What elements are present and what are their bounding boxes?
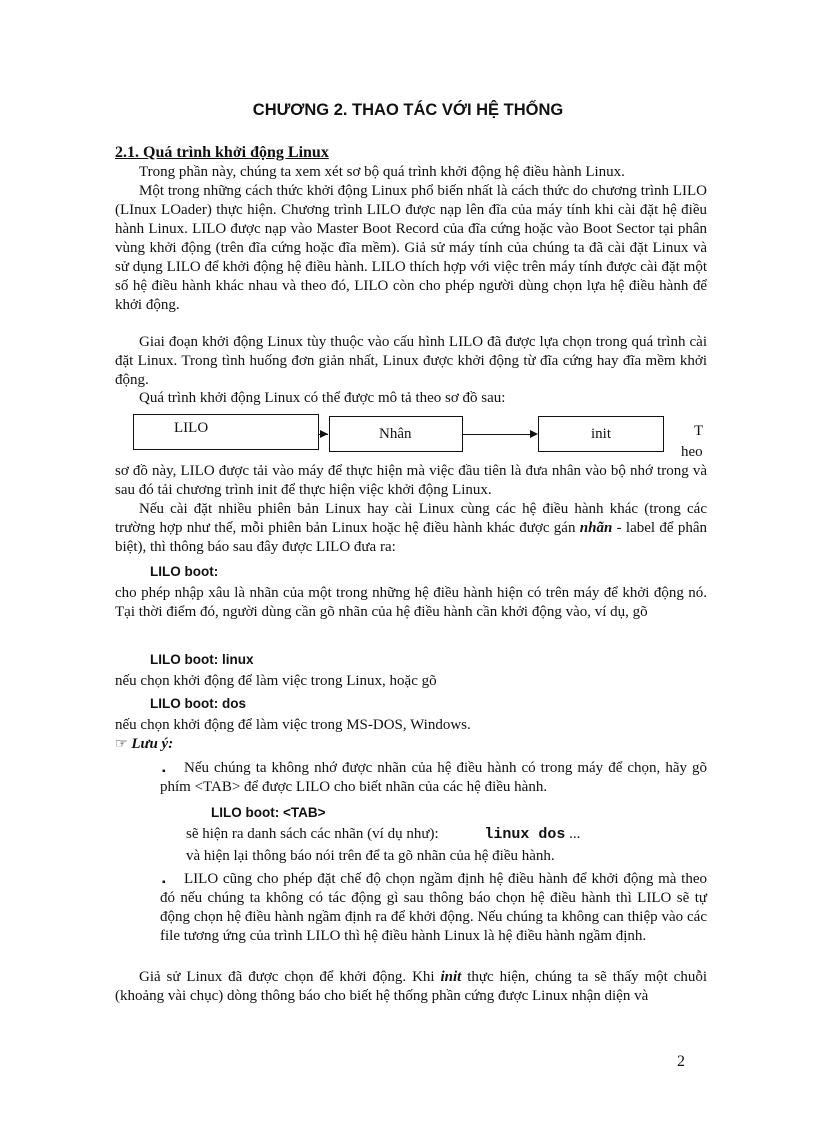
label-list-line: sẽ hiện ra danh sách các nhãn (ví dụ như): linux dos ... [186,826,581,843]
diagram-box-label: Nhân [379,426,412,442]
note-label: Lưu ý: [131,736,174,752]
paragraph-multiboot: Nếu cài đặt nhiều phiên bản Linux hay cài Linux cùng các hệ điều hành khác (trong các trường hợp như thế, mỗi phiên bản Linux hoặc hệ điều hành khác được gán nhãn - label để phân biệt), thì thông báo sau đây được LILO đưa ra: [115,501,707,555]
paragraph-choose-dos: nếu chọn khởi động để làm việc trong MS-DOS, Windows. [115,717,471,733]
arrow-head-icon [530,430,538,438]
command-lilo-tab: LILO boot: <TAB> [211,805,326,820]
command-lilo-boot: LILO boot: [150,564,219,579]
note-heading [115,735,173,754]
diagram-box-lilo [133,414,319,450]
diagram-box-label: init [591,426,612,442]
paragraph-choose-linux: nếu chọn khởi động để làm việc trong Linux, hoặc gõ [115,673,437,689]
diagram-box-init [538,416,664,452]
section-title: 2.1. Quá trình khởi động Linux [115,144,329,161]
paragraph-lilo-overview: Một trong những cách thức khởi động Linux phổ biến nhất là cách thức do chương trình LILO (LInux LOader) thực hiện. Chương trình LILO được nạp lên đĩa của máy tính khi cài đặt hệ điều hành Linux. LILO được nạp vào Master Boot Record của đĩa cứng hoặc vào Boot Sector tại phân vùng khởi động (trên đĩa cứng hoặc đĩa mềm). Giả sử máy tính của chúng ta đã cài đặt Linux và sử dụng LILO để khởi động hệ điều hành. LILO thích hợp với việc trên máy tính được cài đặt một số hệ điều hành khác nhau và theo đó, LILO còn cho phép người dùng chọn lựa hệ điều hành để khởi động. [115,183,707,313]
arrow-head-icon [320,430,328,438]
diagram-arrow-2 [463,434,531,435]
label-list-line-2: và hiện lại thông báo nói trên để ta gõ nhãn của hệ điều hành. [186,848,555,864]
paragraph-intro: Trong phần này, chúng ta xem xét sơ bộ quá trình khởi động hệ điều hành Linux. [139,164,625,180]
label-list-example: linux dos [484,826,566,843]
bullet-item-tab-hint: Nếu chúng ta không nhớ được nhãn của hệ điều hành có trong máy để chọn, hãy gõ phím <TAB> để được LILO cho biết nhãn của các hệ điều hành. [160,760,707,795]
diagram-box-nhan [329,416,463,452]
page-number: 2 [677,1053,685,1070]
diagram-side-text: heo [681,444,703,460]
chapter-title: CHƯƠNG 2. THAO TÁC VỚI HỆ THỐNG [252,101,564,119]
command-lilo-dos: LILO boot: dos [150,696,246,711]
bullet-square-icon: ▪ [162,877,166,888]
command-lilo-linux: LILO boot: linux [150,652,254,667]
paragraph-diagram-explain: sơ đồ này, LILO được tải vào máy để thực hiện mà việc đầu tiên là đưa nhân vào bộ nhớ trong và sau đó tải chương trình init để thực hiện việc khởi động Linux. [115,463,707,498]
bullet-square-icon: ▪ [162,766,166,777]
bullet-item-default-os: LILO cũng cho phép đặt chế độ chọn ngầm định hệ điều hành để khởi động mà theo đó nếu chúng ta không có tác động gì sau thông báo chọn hệ điều hành thì LILO sẽ tự động chọn hệ điều hành ngầm định ra để khởi động. Nếu chúng ta không can thiệp vào các file tương ứng của trình LILO thì hệ điều hành Linux là hệ điều hành ngầm định. [160,871,707,944]
diagram-box-label: LILO [174,420,209,436]
paragraph-init-messages: Giả sử Linux đã được chọn để khởi động. Khi init thực hiện, chúng ta sẽ thấy một chuỗi (khoảng vài chục) dòng thông báo cho biết hệ thống phần cứng được Linux nhận diện và [115,969,707,1004]
paragraph-enter-label: cho phép nhập xâu là nhãn của một trong những hệ điều hành hiện có trên máy để khởi động nó. Tại thời điểm đó, người dùng cần gõ nhãn của hệ điều hành cần khởi động vào, ví dụ, gõ [115,585,707,620]
pointing-hand-icon: ☞ [115,737,128,752]
diagram-side-text: T [694,423,704,439]
paragraph-boot-stage: Giai đoạn khởi động Linux tùy thuộc vào cấu hình LILO đã được lựa chọn trong quá trình cài đặt Linux. Trong tình huống đơn giản nhất, Linux được khởi động từ đĩa cứng hay đĩa mềm khởi động. [115,334,707,388]
paragraph-diagram-intro: Quá trình khởi động Linux có thể được mô tả theo sơ đồ sau: [139,390,506,406]
